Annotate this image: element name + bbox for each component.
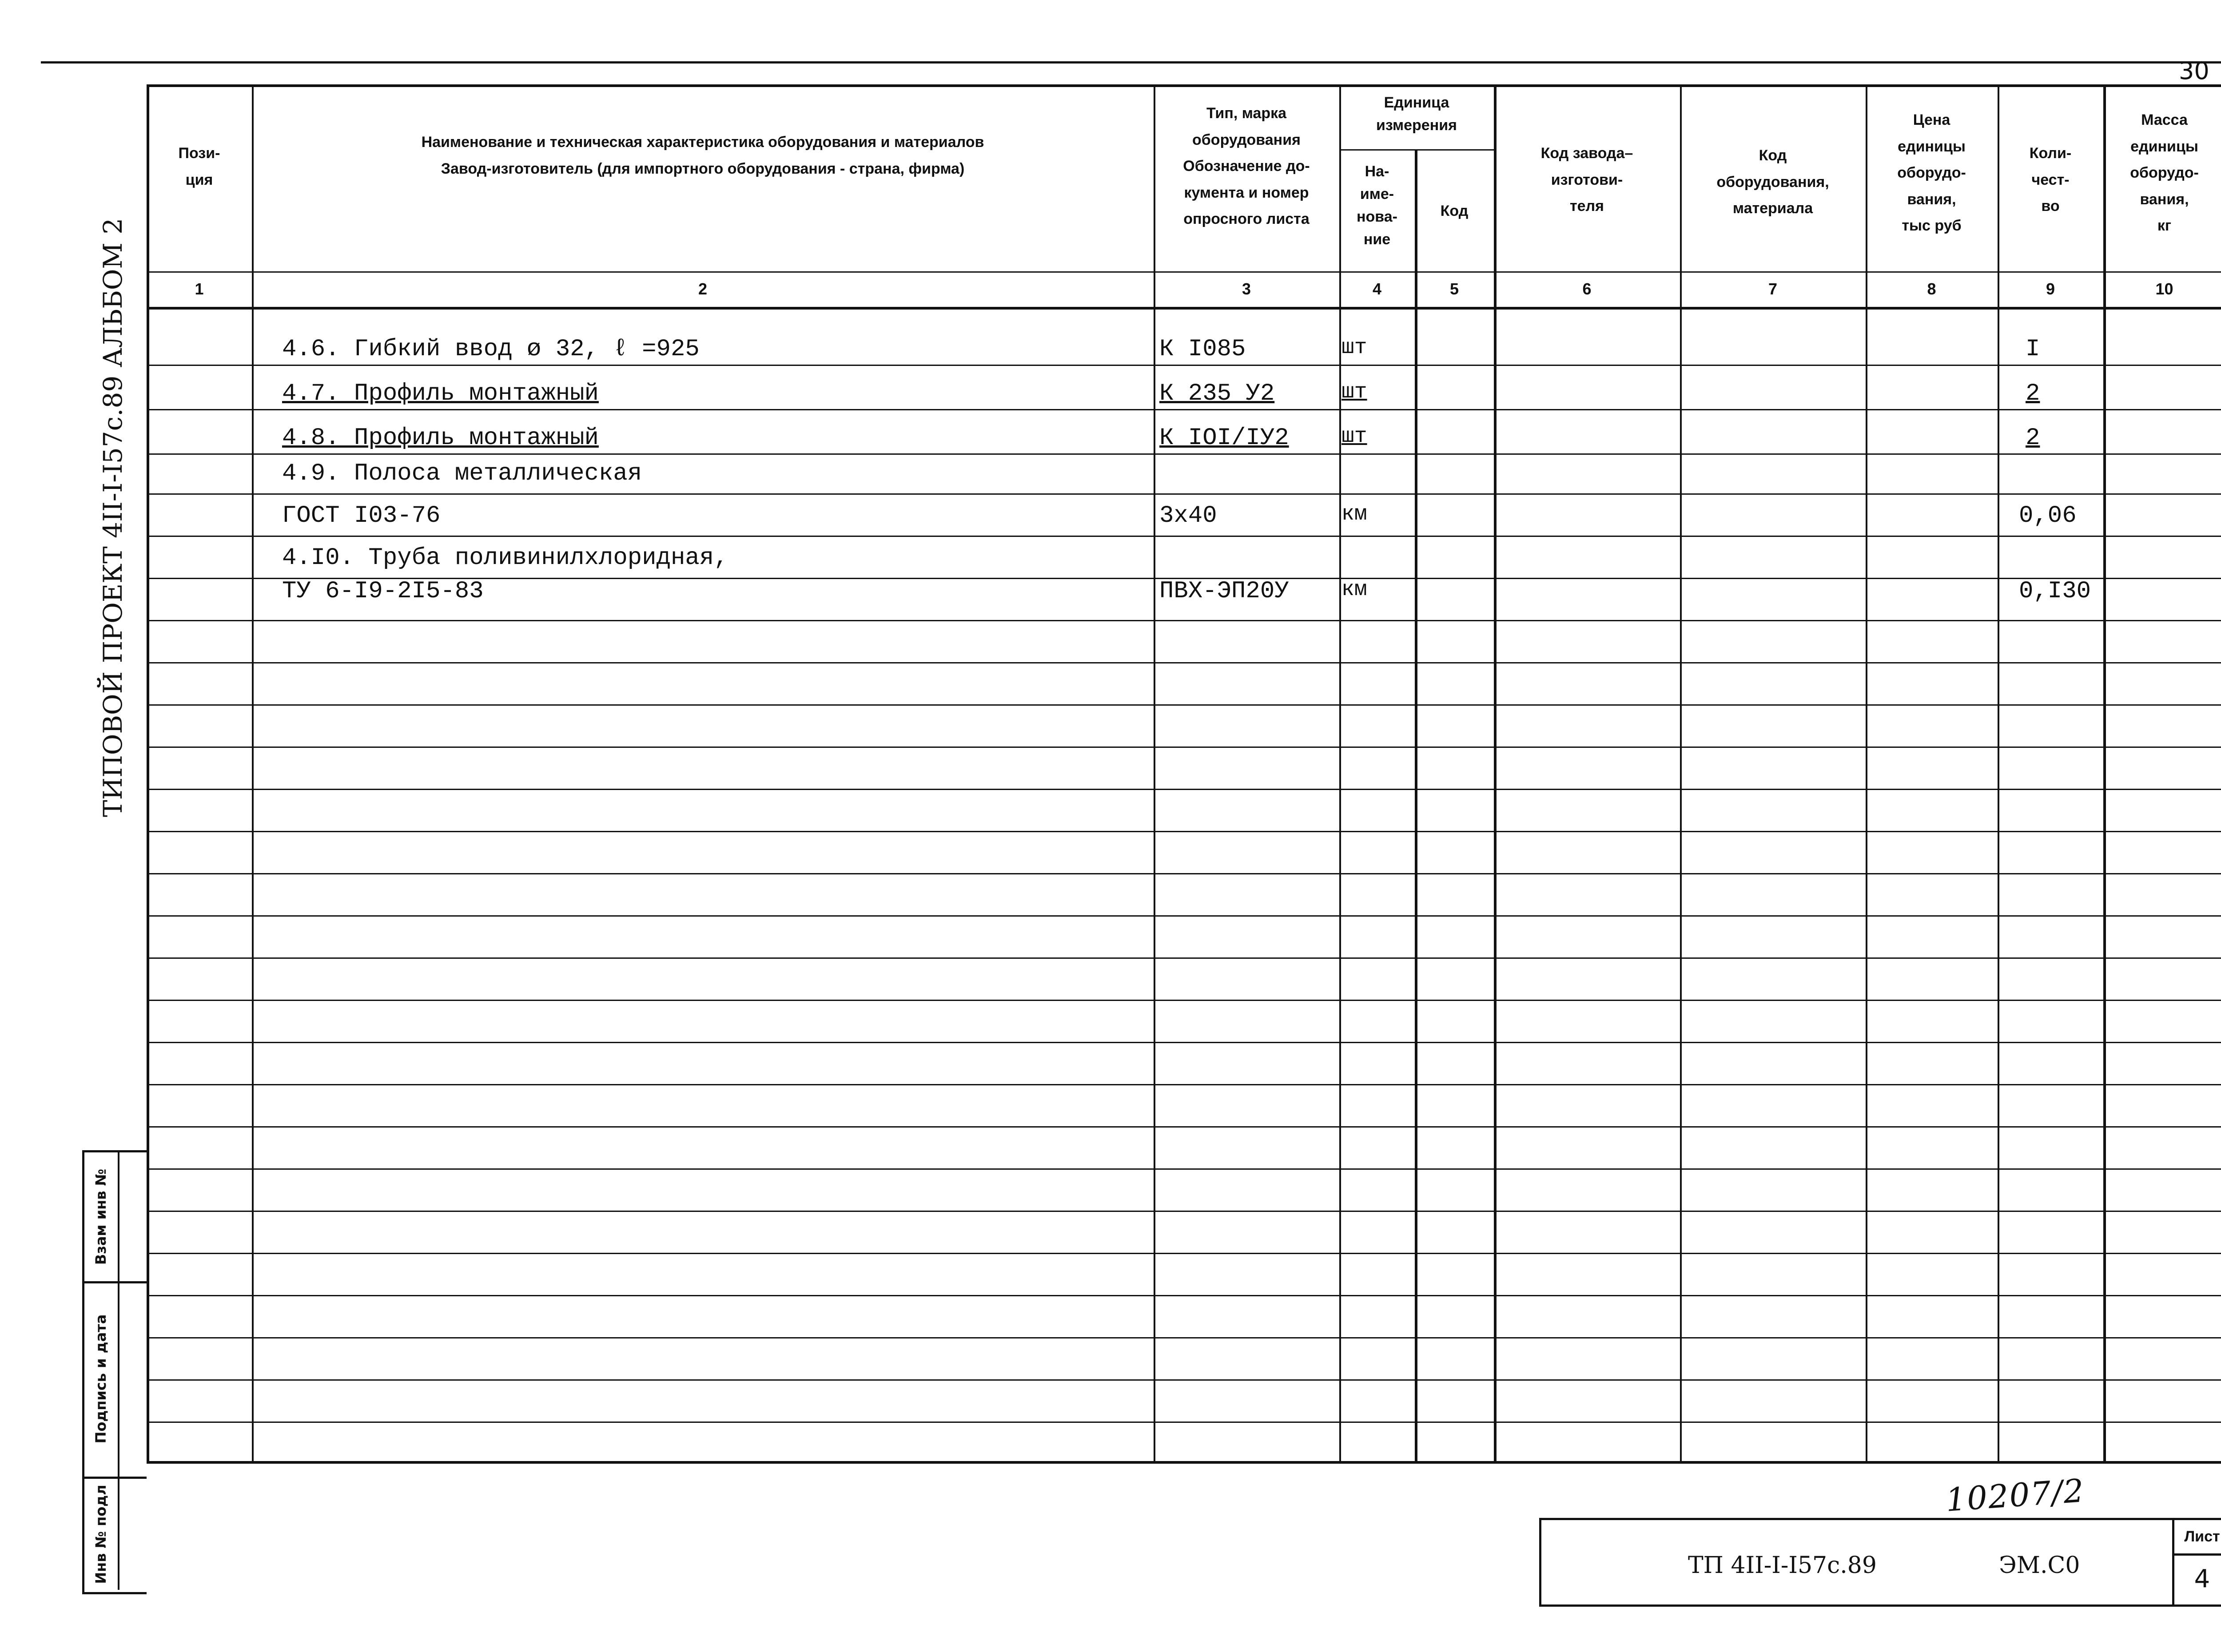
table-row-line <box>147 1422 2221 1423</box>
header-mass: Масса единицы оборудо- вания, кг <box>2130 111 2199 234</box>
side-title: ТИПОВОЙ ПРОЕКТ 4II-I-I57с.89 АЛЬБОМ 2 <box>98 218 128 817</box>
row-type: 3х40 <box>1159 502 1217 529</box>
project-code: ТП 4II-I-I57с.89 <box>1688 1552 1877 1579</box>
sheet-label: Лист <box>2174 1520 2221 1556</box>
row-qty: I <box>2026 336 2040 363</box>
header-unit-code: Код <box>1440 203 1469 219</box>
table-row-line <box>147 453 2221 455</box>
row-name: ТУ 6-I9-2I5-83 <box>282 578 484 605</box>
row-type: К I085 <box>1159 336 1246 363</box>
row-type: ПВХ-ЭП20У <box>1159 578 1289 605</box>
row-qty: 0,I30 <box>2019 578 2091 605</box>
table-row-line <box>147 1126 2221 1128</box>
column-number: 3 <box>1242 280 1251 298</box>
table-row-line <box>147 536 2221 537</box>
column-number: 1 <box>195 280 204 298</box>
row-unit: км <box>1341 502 1367 526</box>
row-unit: шт <box>1341 380 1367 404</box>
table-row-line <box>147 493 2221 495</box>
table-row-line <box>147 831 2221 832</box>
row-name: 4.8. Профиль монтажный <box>282 425 599 452</box>
header-type: Тип, марка оборудования Обозначение до- кумента и номер опросного листа <box>1183 105 1310 227</box>
row-name: 4.7. Профиль монтажный <box>282 380 599 407</box>
table-row-line <box>147 409 2221 410</box>
row-name: 4.9. Полоса металлическая <box>282 460 642 487</box>
table-row-line <box>147 1295 2221 1296</box>
row-name: ГОСТ I03-76 <box>282 502 441 529</box>
table-row-line <box>147 789 2221 790</box>
row-qty: 2 <box>2026 425 2040 452</box>
table-row-line <box>147 365 2221 366</box>
table-row-line <box>147 620 2221 621</box>
table-row-line <box>147 915 2221 917</box>
table-row-line <box>147 1084 2221 1085</box>
specification-table <box>147 84 2221 1464</box>
row-unit: шт <box>1341 425 1367 449</box>
header-unit-group: Единица измерения <box>1376 94 1457 134</box>
column-number: 7 <box>1768 280 1778 298</box>
sheet-box <box>2172 1520 2221 1604</box>
col-border <box>1415 149 1417 1464</box>
column-number-line <box>147 307 2221 310</box>
header-unit-name: На- име- нова- ние <box>1357 163 1397 248</box>
row-qty: 2 <box>2026 380 2040 407</box>
table-row-line <box>147 1168 2221 1170</box>
table-row-line <box>147 1253 2221 1254</box>
inv-no-label: Инв № подл <box>92 1485 109 1584</box>
column-number: 4 <box>1372 280 1382 298</box>
table-row-line <box>147 747 2221 748</box>
header-name: Наименование и техническая характеристика оборудования и материалов Завод-изготовитель (для импортного оборудования - страна, фирма) <box>421 134 984 177</box>
signature-label: Подпись и дата <box>92 1314 109 1444</box>
table-row-line <box>147 1337 2221 1338</box>
table-row-line <box>147 1379 2221 1381</box>
column-number: 6 <box>1582 280 1592 298</box>
title-block <box>1539 1518 2221 1607</box>
header-factory-code: Код завода– изготови- теля <box>1540 145 1633 214</box>
header-equipment-code: Код оборудования, материала <box>1716 147 1829 217</box>
column-number: 2 <box>698 280 708 298</box>
table-row-line <box>147 873 2221 874</box>
table-row-line <box>147 957 2221 959</box>
unit-group-line <box>1339 149 1494 151</box>
column-number: 5 <box>1449 280 1459 298</box>
binding-strip <box>82 1150 147 1594</box>
header-position: Пози- ция <box>178 145 220 188</box>
row-type: К 235 У2 <box>1159 380 1275 407</box>
row-qty: 0,06 <box>2019 502 2077 529</box>
header-price: Цена единицы оборудо- вания, тыс руб <box>1897 111 1966 234</box>
document-code: ЭМ.С0 <box>1999 1552 2080 1579</box>
table-row-line <box>147 662 2221 663</box>
table-bottom-line <box>147 1461 2221 1464</box>
row-name: 4.I0. Труба поливинилхлоридная, <box>282 544 728 572</box>
column-number: 8 <box>1927 280 1936 298</box>
table-row-line <box>147 1000 2221 1001</box>
row-unit: шт <box>1341 336 1367 360</box>
row-unit: км <box>1341 578 1367 602</box>
column-number: 10 <box>2155 280 2173 298</box>
header-quantity: Коли- чест- во <box>2029 145 2072 214</box>
column-number: 9 <box>2046 280 2055 298</box>
table-row-line <box>147 1042 2221 1043</box>
sheet-number: 4 <box>2194 1565 2210 1593</box>
handwritten-number: 10207/2 <box>1944 1472 2086 1519</box>
row-type: К IOI/IУ2 <box>1159 425 1289 452</box>
replace-inv-label: Взам инв № <box>92 1168 109 1265</box>
table-row-line <box>147 704 2221 706</box>
page-number: 30 <box>2179 57 2209 85</box>
table-row-line <box>147 1211 2221 1212</box>
row-name: 4.6. Гибкий ввод ø 32, ℓ =925 <box>282 336 700 363</box>
